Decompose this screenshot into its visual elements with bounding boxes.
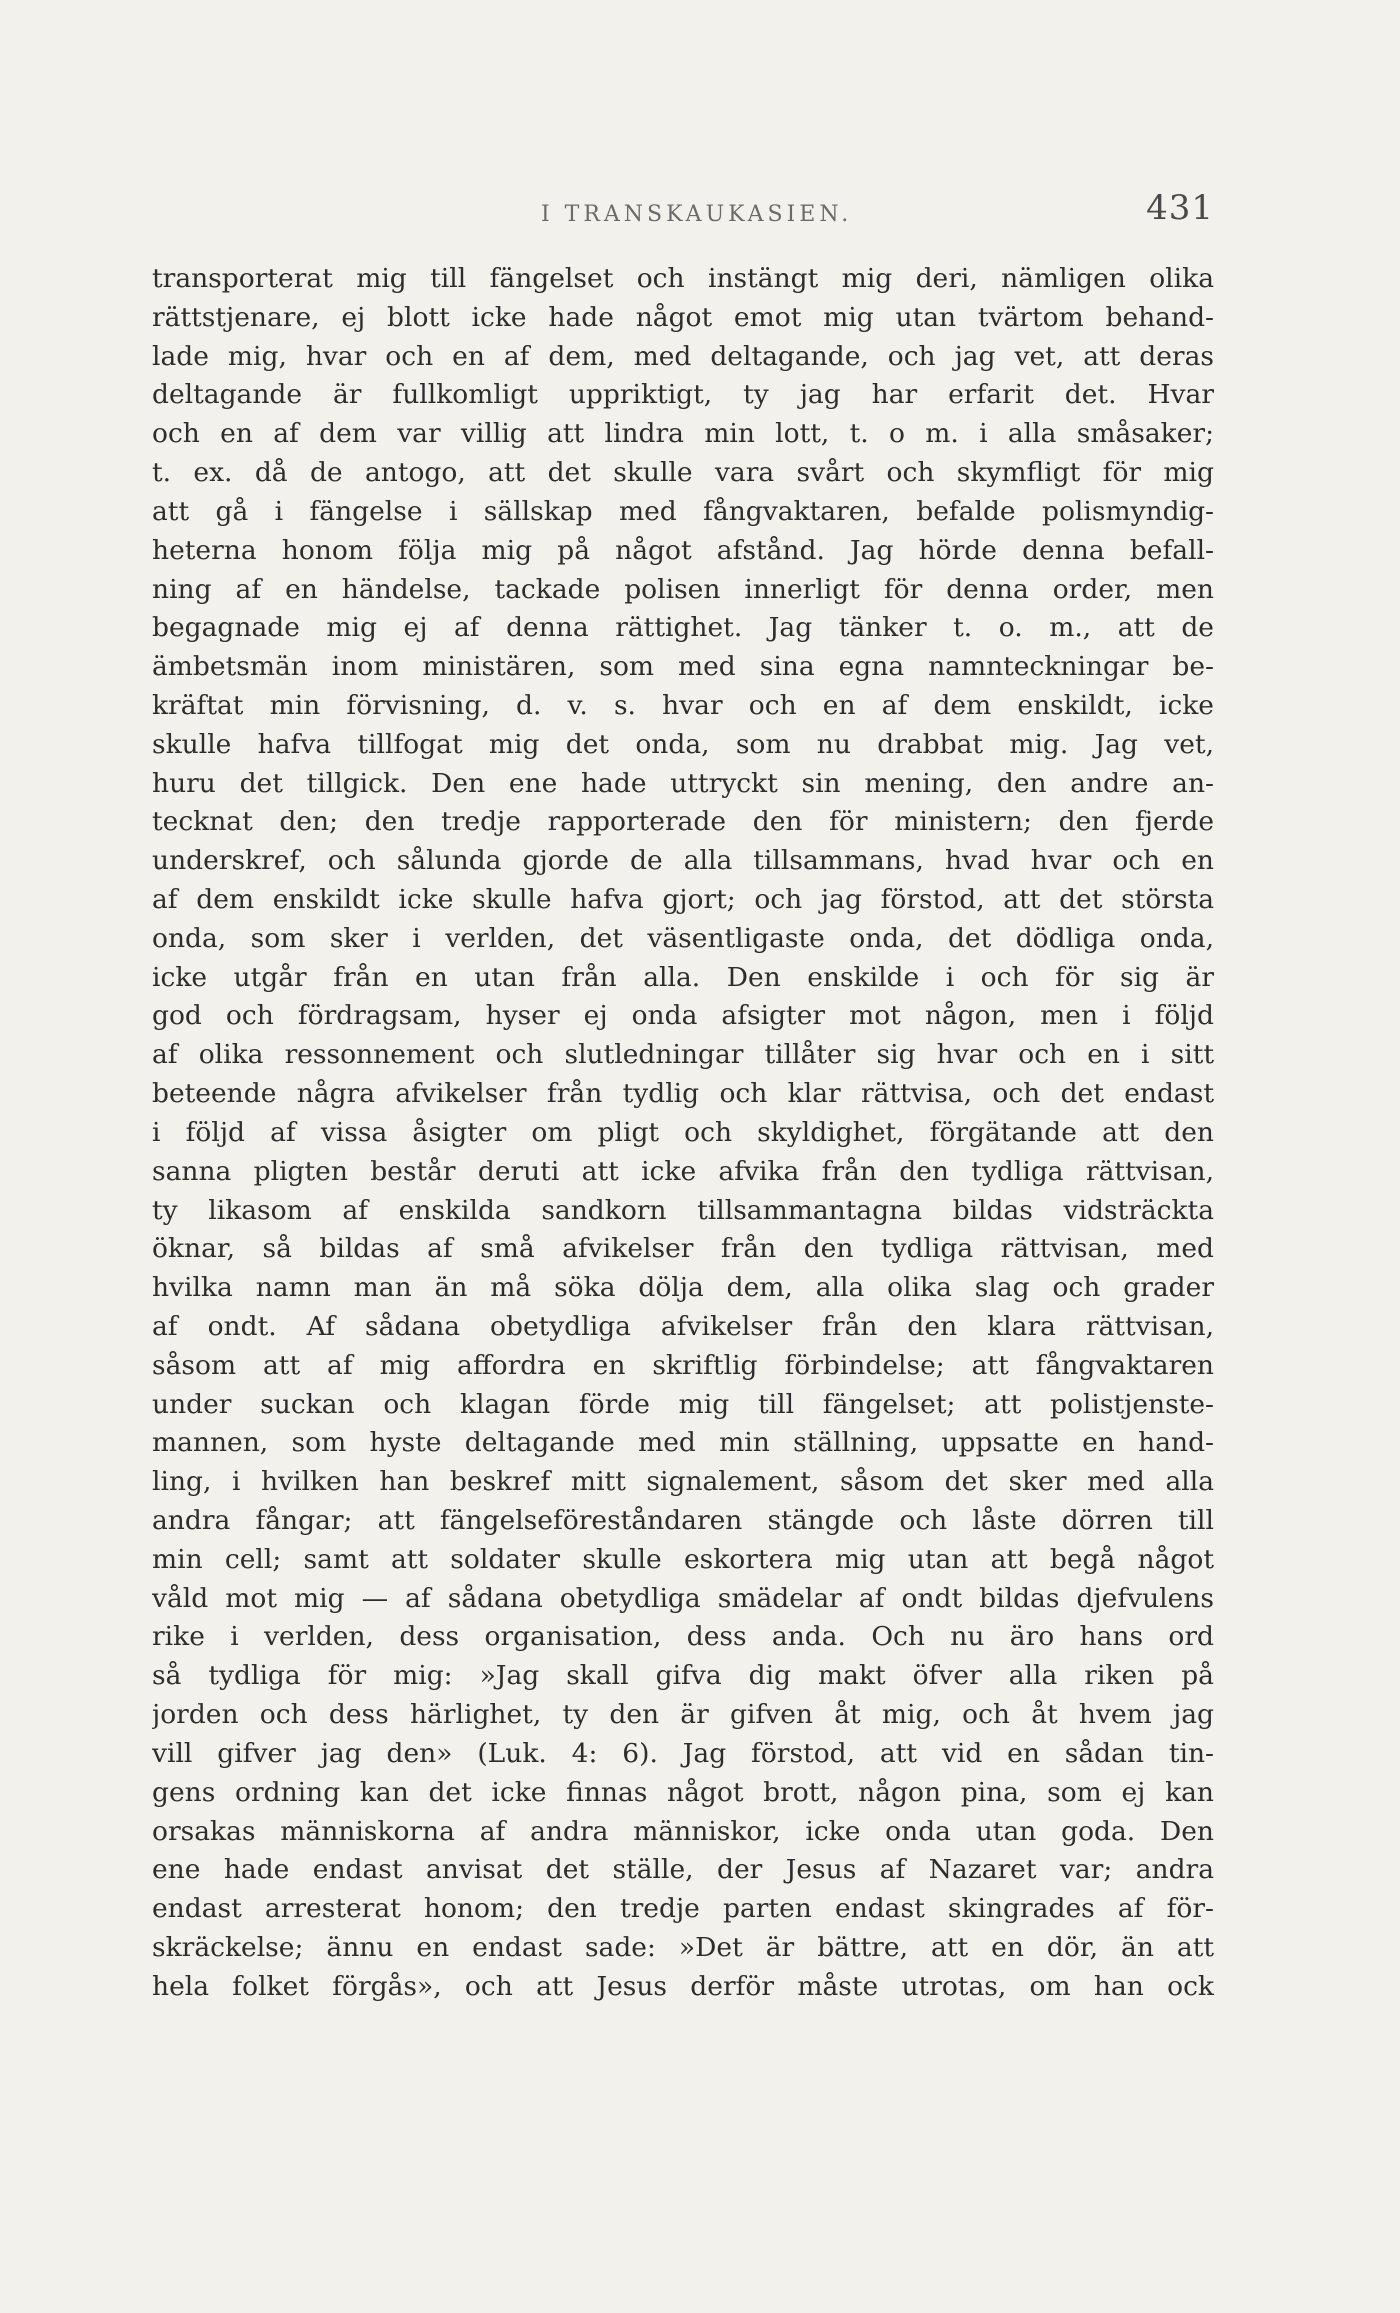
- text-line: min cell; samt att soldater skulle eskortera mig utan att begå något: [152, 1543, 1214, 1575]
- text-line: lade mig, hvar och en af dem, med deltagande, och jag vet, att deras: [152, 340, 1214, 372]
- text-line: såsom att af mig affordra en skriftlig förbindelse; att fångvaktaren: [152, 1349, 1214, 1381]
- running-head: I TRANSKAUKASIEN.: [541, 202, 853, 227]
- text-line: deltagande är fullkomligt uppriktigt, ty jag har erfarit det. Hvar: [152, 379, 1214, 411]
- page-header: [152, 188, 1214, 238]
- text-line: transporterat mig till fängelset och instängt mig deri, nämligen olika: [152, 263, 1214, 294]
- text-line: orsakas människorna af andra människor, icke onda utan goda. Den: [152, 1815, 1214, 1847]
- text-line: af ondt. Af sådana obetydliga afvikelser från den klara rättvisan,: [152, 1310, 1214, 1342]
- text-line: ty likasom af enskilda sandkorn tillsammantagna bildas vidsträckta: [152, 1194, 1214, 1226]
- text-line: jorden och dess härlighet, ty den är gifven åt mig, och åt hvem jag: [152, 1699, 1214, 1731]
- text-line: öknar, så bildas af små afvikelser från den tydliga rättvisan, med: [152, 1233, 1214, 1265]
- text-line: gens ordning kan det icke finnas något brott, någon pina, som ej kan: [152, 1776, 1214, 1808]
- text-line: vill gifver jag den» (Luk. 4: 6). Jag förstod, att vid en sådan tin-: [152, 1737, 1214, 1769]
- text-line: skräckelse; ännu en endast sade: »Det är bättre, att en dör, än att: [152, 1931, 1214, 1963]
- text-line: beteende några afvikelser från tydlig och klar rättvisa, och det endast: [152, 1078, 1214, 1110]
- text-line: t. ex. då de antogo, att det skulle vara svårt och skymfligt för mig: [152, 457, 1214, 489]
- text-line: sanna pligten består deruti att icke afvika från den tydliga rättvisan,: [152, 1155, 1214, 1187]
- text-line: tecknat den; den tredje rapporterade den för ministern; den fjerde: [152, 806, 1214, 838]
- text-line: endast arresterat honom; den tredje parten endast skingrades af för-: [152, 1893, 1214, 1925]
- text-line: ling, i hvilken han beskref mitt signalement, såsom det sker med alla: [152, 1466, 1214, 1498]
- text-line: i följd af vissa åsigter om pligt och skyldighet, förgätande att den: [152, 1116, 1214, 1148]
- text-line: skulle hafva tillfogat mig det onda, som nu drabbat mig. Jag vet,: [152, 728, 1214, 760]
- text-line: onda, som sker i verlden, det väsentligaste onda, det dödliga onda,: [152, 922, 1214, 954]
- text-line: ene hade endast anvisat det ställe, der Jesus af Nazaret var; andra: [152, 1854, 1214, 1886]
- text-line: god och fördragsam, hyser ej onda afsigter mot någon, men i följd: [152, 1000, 1214, 1032]
- text-line: under suckan och klagan förde mig till fängelset; att polistjenste-: [152, 1388, 1214, 1420]
- text-line: kräftat min förvisning, d. v. s. hvar och en af dem enskildt, icke: [152, 689, 1214, 721]
- body-text: [152, 260, 1214, 2007]
- text-line: hela folket förgås», och att Jesus derför måste utrotas, om han ock: [152, 1970, 1214, 2002]
- text-line: heterna honom följa mig på något afstånd. Jag hörde denna befall-: [152, 534, 1214, 566]
- text-line: af olika ressonnement och slutledningar tillåter sig hvar och en i sitt: [152, 1039, 1214, 1071]
- text-line: af dem enskildt icke skulle hafva gjort; och jag förstod, att det största: [152, 884, 1214, 915]
- text-line: mannen, som hyste deltagande med min ställning, uppsatte en hand-: [152, 1427, 1214, 1459]
- text-line: huru det tillgick. Den ene hade uttryckt sin mening, den andre an-: [152, 767, 1214, 799]
- text-line: och en af dem var villig att lindra min lott, t. o m. i alla småsaker;: [152, 418, 1214, 450]
- text-line: rättstjenare, ej blott icke hade något emot mig utan tvärtom behand-: [152, 301, 1214, 333]
- text-line: andra fångar; att fängelseföreståndaren stängde och låste dörren till: [152, 1505, 1214, 1536]
- text-line: så tydliga för mig: »Jag skall gifva dig makt öfver alla riken på: [152, 1660, 1214, 1692]
- text-line: att gå i fängelse i sällskap med fångvaktaren, befalde polismyndig-: [152, 495, 1214, 527]
- text-line: hvilka namn man än må söka dölja dem, alla olika slag och grader: [152, 1272, 1214, 1304]
- text-line: våld mot mig — af sådana obetydliga smädelar af ondt bildas djefvulens: [152, 1582, 1214, 1614]
- text-line: begagnade mig ej af denna rättighet. Jag tänker t. o. m., att de: [152, 612, 1214, 644]
- text-line: ning af en händelse, tackade polisen innerligt för denna order, men: [152, 573, 1214, 605]
- text-line: rike i verlden, dess organisation, dess anda. Och nu äro hans ord: [152, 1621, 1214, 1653]
- text-line: ämbetsmän inom ministären, som med sina egna namnteckningar be-: [152, 651, 1214, 683]
- text-line: underskref, och sålunda gjorde de alla tillsammans, hvad hvar och en: [152, 845, 1214, 877]
- page-number: 431: [1146, 188, 1214, 228]
- text-line: icke utgår från en utan från alla. Den enskilde i och för sig är: [152, 961, 1214, 993]
